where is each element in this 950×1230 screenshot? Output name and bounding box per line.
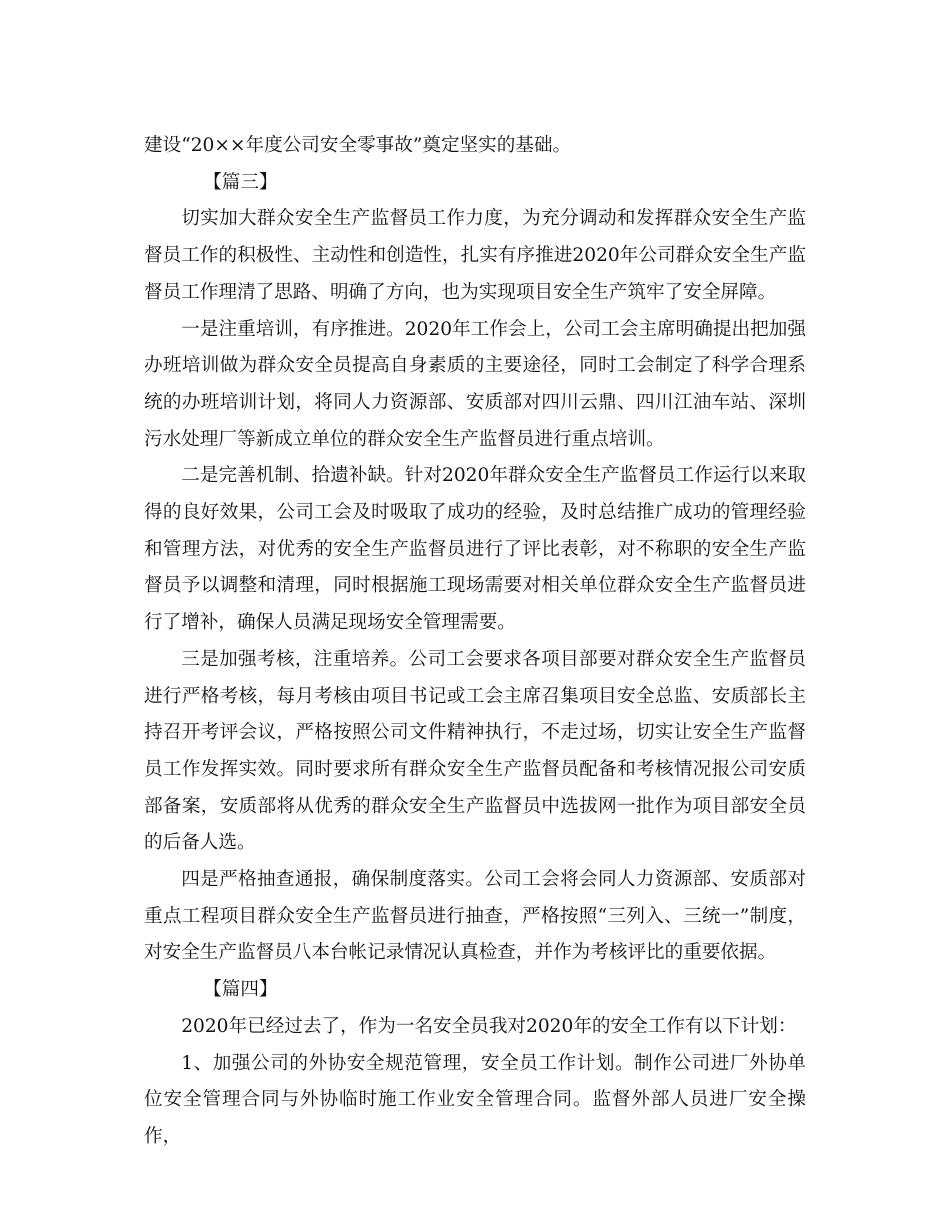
paragraph-plan-item-one: 1、加强公司的外协安全规范管理，安全员工作计划。制作公司进厂外协单位安全管理合同与外协临时施工作业安全管理合同。监督外部人员进厂安全操作， <box>144 1052 806 1147</box>
document-body <box>144 128 806 1156</box>
paragraph-part-three-intro: 切实加大群众安全生产监督员工作力度，为充分调动和发挥群众安全生产监督员工作的积极性、主动性和创造性，扎实有序推进2020年公司群众安全生产监督员工作理清了思路、明确了方向，也为实现项目安全生产筑牢了安全屏障。 <box>144 208 806 303</box>
section-heading-part-three: 【篇三】 <box>203 171 278 193</box>
paragraph-point-one: 一是注重培训，有序推进。2020年工作会上，公司工会主席明确提出把加强办班培训做为群众安全员提高自身素质的主要途径，同时工会制定了科学合理系统的办班培训计划，将同人力资源部、安质部对四川云鼎、四川江油车站、深圳污水处理厂等新成立单位的群众安全生产监督员进行重点培训。 <box>144 318 806 450</box>
paragraph-point-three: 三是加强考核，注重培养。公司工会要求各项目部要对群众安全生产监督员进行严格考核，每月考核由项目书记或工会主席召集项目安全总监、安质部长主持召开考评会议，严格按照公司文件精神执行，不走过场，切实让安全生产监督员工作发挥实效。同时要求所有群众安全生产监督员配备和考核情况报公司安质部备案，安质部将从优秀的群众安全生产监督员中选拔网一批作为项目部安全员的后备人选。 <box>144 648 806 854</box>
paragraph-part-four-intro: 2020年已经过去了，作为一名安全员我对2020年的安全工作有以下计划： <box>181 1015 797 1037</box>
section-heading-part-four: 【篇四】 <box>203 979 278 1001</box>
paragraph-point-four: 四是严格抽查通报，确保制度落实。公司工会将会同人力资源部、安质部对重点工程项目群众安全生产监督员进行抽查，严格按照“三列入、三统一”制度，对安全生产监督员八本台帐记录情况认真检查，并作为考核评比的重要依据。 <box>144 869 806 964</box>
paragraph-point-two: 二是完善机制、拾遗补缺。针对2020年群众安全生产监督员工作运行以来取得的良好效果，公司工会及时吸取了成功的经验，及时总结推广成功的管理经验和管理方法，对优秀的安全生产监督员进行了评比表彰，对不称职的安全生产监督员予以调整和清理，同时根据施工现场需要对相关单位群众安全生产监督员进行了增补，确保人员满足现场安全管理需要。 <box>144 465 806 634</box>
paragraph-continuation: 建设“20××年度公司安全零事故”奠定坚实的基础。 <box>144 135 572 156</box>
